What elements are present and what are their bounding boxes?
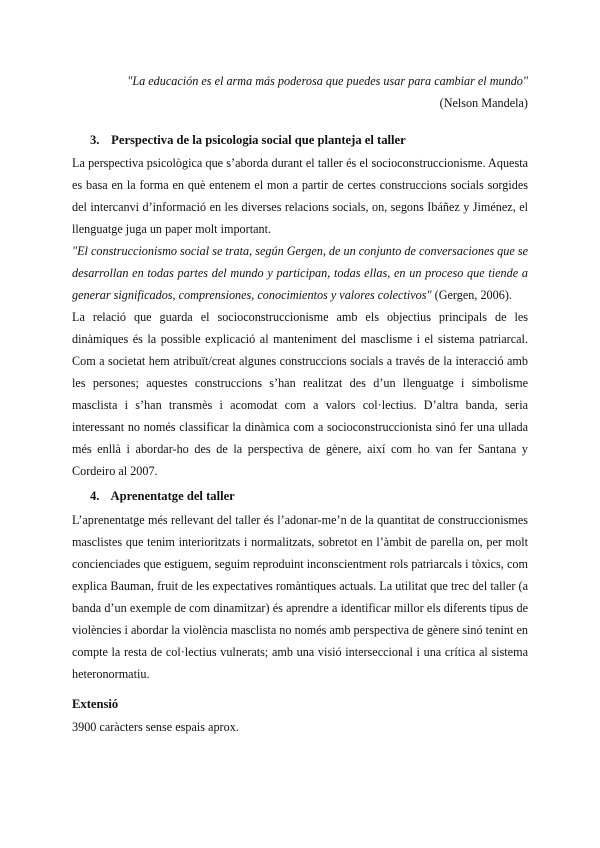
- section-4-title: Aprenentatge del taller: [110, 489, 235, 503]
- section-3-number: 3.: [90, 133, 100, 147]
- epigraph-author: (Nelson Mandela): [439, 96, 528, 110]
- section-3-heading: [90, 133, 406, 148]
- section-3-title: Perspectiva de la psicologia social que planteja el taller: [111, 133, 406, 147]
- section-4-heading: [90, 489, 235, 504]
- section-4-paragraph: L’aprenentatge més rellevant del taller és l’adonar-me’n de la quantitat de construccionismes masclistes que tenim interioritzats i normalitzats, sobretot en l’àmbit de parella on, per molt concienciades que estiguem, seguim reproduint inconscientment rols patriarcals i tòxics, com explica Bauman, fruit de les expectatives romàntiques actuals. La utilitat que trec del taller (a banda d’un exemple de com dinamitzar) és aprendre a identificar millor els diferents tipus de violències i abordar la violència masclista no només amb perspectiva de gènere sinó tenint en compte la resta de col·lectius vulnerats; amb una visió interseccional i una crítica al sistema heteronormatiu.: [72, 513, 528, 681]
- gergen-citation: (Gergen, 2006).: [431, 288, 512, 302]
- epigraph-quote: "La educación es el arma más poderosa que puedes usar para cambiar el mundo": [127, 74, 528, 88]
- section-3-paragraph-2: La relació que guarda el socioconstruccionisme amb els objectius principals de les dinàmiques és la possible explicació al manteniment del masclisme i el sistema patriarcal. Com a societat hem atribuït/creat algunes construccions socials a través de la interacció amb les persones; aquestes construccions s’han realitzat des d’un llenguatge i simbolisme masclista i s’han transmès i acomodat com a valors col·lectius. D’altra banda, seria interessant no només classificar la dinàmica com a socioconstruccionista sinó fer una ullada més enllà i abordar-ho des de la perspectiva de gènere, així com ho van fer Santana y Cordeiro al 2007.: [72, 310, 528, 478]
- gergen-quote: "El construccionismo social se trata, según Gergen, de un conjunto de conversaciones que se desarrollan en todas partes del mundo y participan, todas ellas, en un proceso que tiende a generar significados, comprensiones, conocimientos y valores colectivos": [72, 244, 528, 302]
- section-3-paragraph-1: La perspectiva psicològica que s’aborda durant el taller és el socioconstruccionisme. Aquesta es basa en la forma en què entenem el mon a partir de certes construccions socials sorgides del intercanvi d’informació en les diverses relacions socials, on, segons Ibáñez y Jiménez, el llenguatge juga un paper molt important.: [72, 156, 528, 236]
- extension-label: Extensió: [72, 697, 119, 711]
- section-3-quote: [72, 240, 528, 306]
- epigraph: [127, 70, 528, 114]
- extension-value: 3900 caràcters sense espais aprox.: [72, 720, 239, 734]
- section-4-number: 4.: [90, 489, 100, 503]
